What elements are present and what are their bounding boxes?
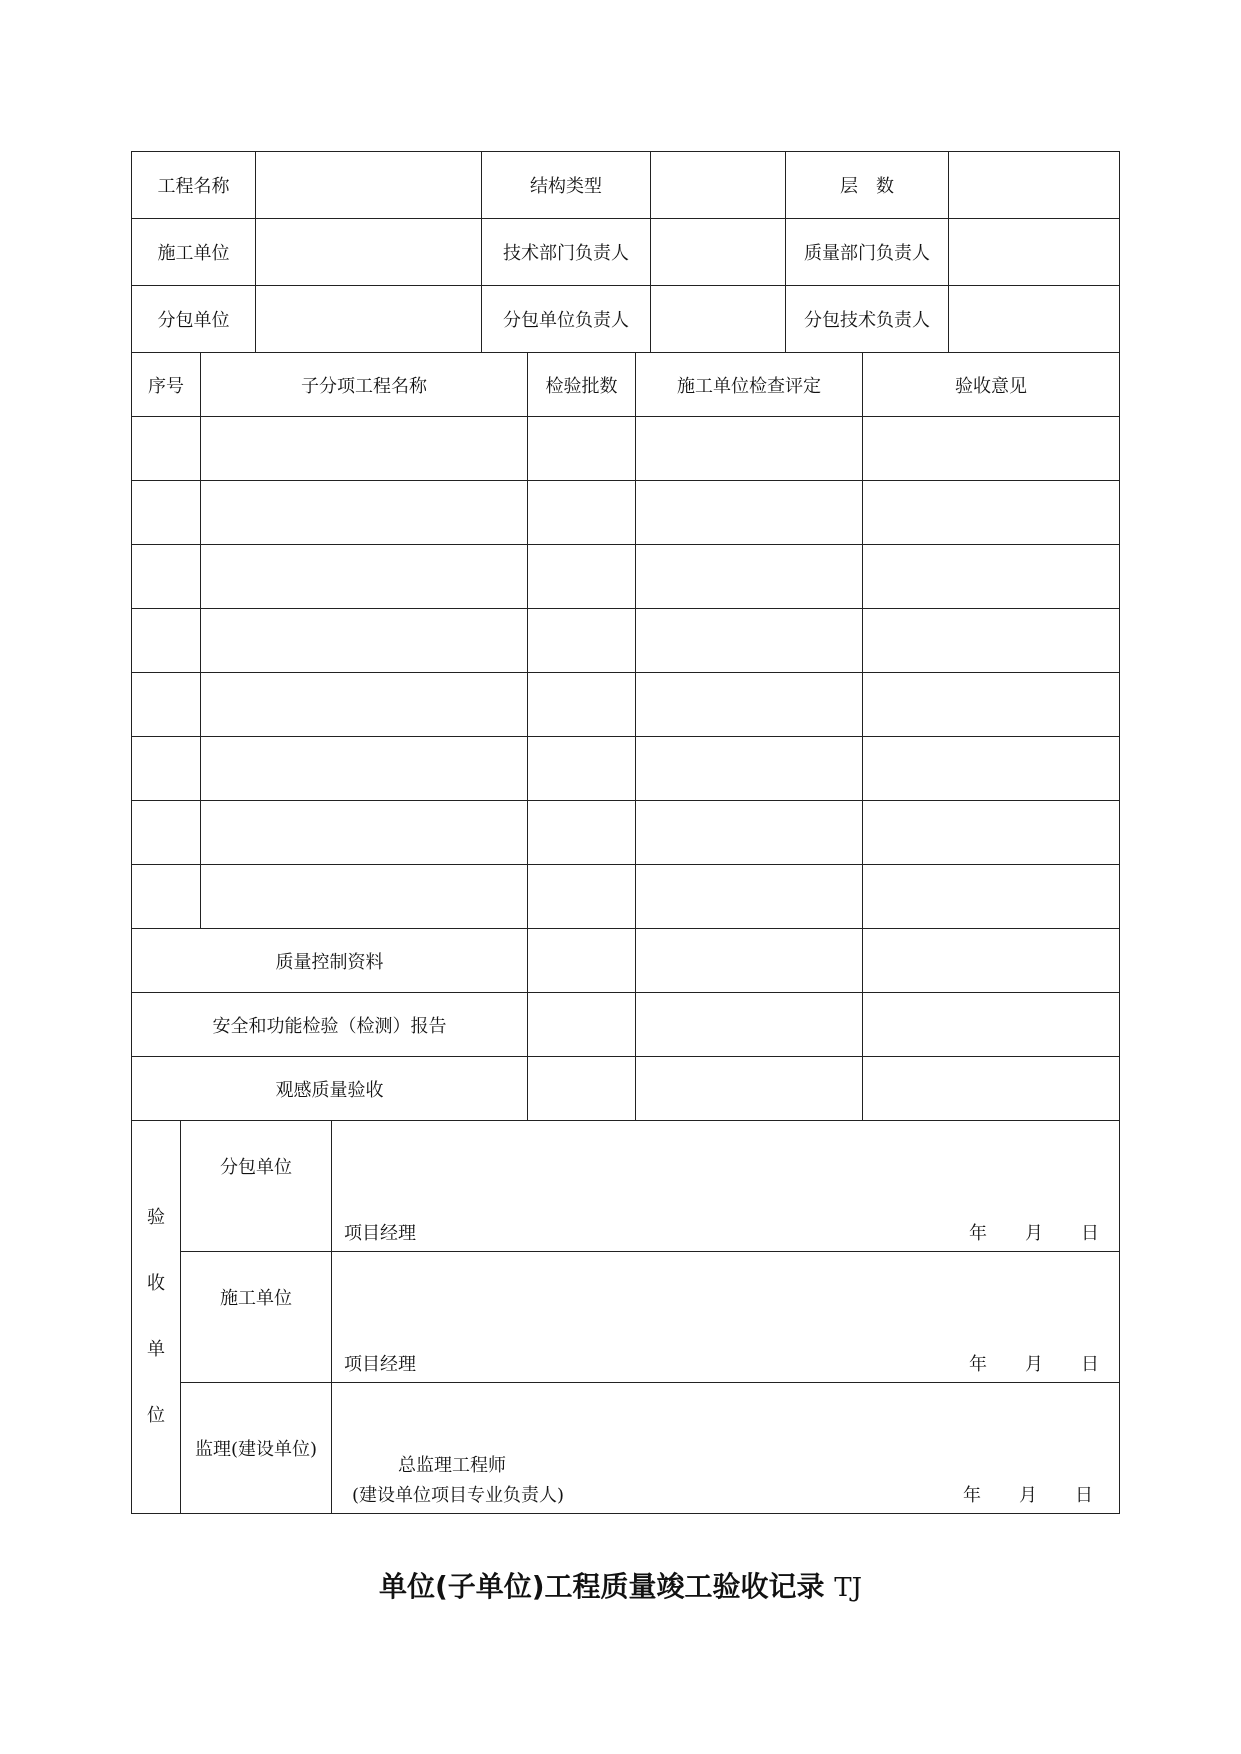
acceptance-form <box>131 151 1119 1514</box>
tech-head-label: 技术部门负责人 <box>482 219 651 286</box>
quality-head-value[interactable] <box>949 219 1120 286</box>
table-cell[interactable] <box>528 545 636 609</box>
vertical-char: 收 <box>147 1273 165 1294</box>
floors-value[interactable] <box>949 152 1120 219</box>
table-cell[interactable] <box>132 865 201 929</box>
year-label: 年 <box>969 1223 987 1244</box>
table-cell[interactable] <box>863 929 1120 993</box>
contractor-unit-label: 施工单位 <box>220 1288 292 1309</box>
table-cell[interactable] <box>636 865 863 929</box>
table-cell[interactable] <box>636 417 863 481</box>
date-field <box>931 1219 1099 1245</box>
day-label: 日 <box>1081 1354 1099 1375</box>
table-cell[interactable] <box>863 801 1120 865</box>
items-table <box>131 352 1120 1121</box>
project-manager-label: 项目经理 <box>344 1354 416 1375</box>
project-manager-label: 项目经理 <box>344 1223 416 1244</box>
table-cell[interactable] <box>132 609 201 673</box>
sub-head-value[interactable] <box>651 286 786 353</box>
table-cell[interactable] <box>528 993 636 1057</box>
tech-head-value[interactable] <box>651 219 786 286</box>
table-cell[interactable] <box>636 673 863 737</box>
contractor-value[interactable] <box>256 219 482 286</box>
table-cell[interactable] <box>132 673 201 737</box>
structure-type-value[interactable] <box>651 152 786 219</box>
table-row <box>132 609 1120 673</box>
signoff-row <box>132 1252 1120 1383</box>
table-row <box>132 737 1120 801</box>
table-cell[interactable] <box>201 417 528 481</box>
items-header-row <box>132 353 1120 417</box>
subcontractor-unit-label: 分包单位 <box>220 1157 292 1178</box>
table-cell[interactable] <box>201 481 528 545</box>
visual-quality-label: 观感质量验收 <box>132 1057 528 1121</box>
table-cell[interactable] <box>636 993 863 1057</box>
month-label: 月 <box>1025 1223 1043 1244</box>
table-cell[interactable] <box>132 417 201 481</box>
signoff-row <box>132 1121 1120 1252</box>
table-cell[interactable] <box>528 865 636 929</box>
supervisor-unit-label: 监理(建设单位) <box>194 1439 318 1460</box>
table-cell[interactable] <box>863 737 1120 801</box>
project-name-label: 工程名称 <box>132 152 256 219</box>
table-row <box>132 481 1120 545</box>
acceptance-units-vertical-label <box>132 1121 181 1514</box>
table-cell[interactable] <box>528 609 636 673</box>
structure-type-label: 结构类型 <box>482 152 651 219</box>
year-label: 年 <box>963 1485 981 1506</box>
project-info-table <box>131 151 1120 353</box>
table-row <box>132 1057 1120 1121</box>
table-row <box>132 993 1120 1057</box>
col-header-seq: 序号 <box>132 353 201 417</box>
subcontractor-unit-cell <box>181 1121 332 1252</box>
col-header-batches: 检验批数 <box>528 353 636 417</box>
chief-supervisor-label: 总监理工程师 <box>398 1455 506 1476</box>
table-cell[interactable] <box>528 801 636 865</box>
table-cell[interactable] <box>528 1057 636 1121</box>
contractor-unit-cell <box>181 1252 332 1383</box>
table-cell[interactable] <box>201 673 528 737</box>
vertical-char: 单 <box>147 1339 165 1360</box>
table-cell[interactable] <box>863 1057 1120 1121</box>
supervisor-signature-cell[interactable] <box>332 1383 1120 1514</box>
table-cell[interactable] <box>201 609 528 673</box>
table-row <box>132 417 1120 481</box>
table-cell[interactable] <box>636 545 863 609</box>
owner-rep-label: (建设单位项目专业负责人) <box>352 1485 565 1506</box>
info-row <box>132 286 1120 353</box>
table-cell[interactable] <box>863 673 1120 737</box>
supervisor-unit-cell <box>181 1383 332 1514</box>
info-row <box>132 219 1120 286</box>
document-title-main: 单位(子单位)工程质量竣工验收记录 <box>378 1570 825 1603</box>
table-cell[interactable] <box>201 865 528 929</box>
signoff-row <box>132 1383 1120 1514</box>
table-cell[interactable] <box>528 737 636 801</box>
table-cell[interactable] <box>528 929 636 993</box>
table-row <box>132 865 1120 929</box>
quality-control-docs-label: 质量控制资料 <box>132 929 528 993</box>
table-cell[interactable] <box>528 481 636 545</box>
table-cell[interactable] <box>636 801 863 865</box>
sub-tech-head-label: 分包技术负责人 <box>786 286 949 353</box>
table-cell[interactable] <box>201 801 528 865</box>
table-cell[interactable] <box>636 481 863 545</box>
date-field <box>931 1350 1099 1376</box>
table-row <box>132 801 1120 865</box>
col-header-evaluation: 施工单位检查评定 <box>636 353 863 417</box>
signoff-table <box>131 1120 1120 1514</box>
quality-head-label: 质量部门负责人 <box>786 219 949 286</box>
table-cell[interactable] <box>863 865 1120 929</box>
floors-label: 层 数 <box>786 152 949 219</box>
table-cell[interactable] <box>863 481 1120 545</box>
table-cell[interactable] <box>201 737 528 801</box>
document-title-suffix: TJ <box>834 1573 863 1603</box>
subcontractor-label: 分包单位 <box>132 286 256 353</box>
month-label: 月 <box>1019 1485 1037 1506</box>
subcontractor-value[interactable] <box>256 286 482 353</box>
table-cell[interactable] <box>132 737 201 801</box>
table-cell[interactable] <box>132 481 201 545</box>
project-name-value[interactable] <box>256 152 482 219</box>
month-label: 月 <box>1025 1354 1043 1375</box>
table-cell[interactable] <box>201 545 528 609</box>
vertical-char: 位 <box>147 1405 165 1426</box>
subcontractor-signature-cell[interactable] <box>332 1121 1120 1252</box>
day-label: 日 <box>1075 1485 1093 1506</box>
table-cell[interactable] <box>636 1057 863 1121</box>
table-cell[interactable] <box>863 609 1120 673</box>
year-label: 年 <box>969 1354 987 1375</box>
table-cell[interactable] <box>636 929 863 993</box>
safety-function-report-label: 安全和功能检验（检测）报告 <box>132 993 528 1057</box>
info-row <box>132 152 1120 219</box>
table-cell[interactable] <box>528 417 636 481</box>
contractor-signature-cell[interactable] <box>332 1252 1120 1383</box>
table-cell[interactable] <box>863 993 1120 1057</box>
table-cell[interactable] <box>132 801 201 865</box>
table-cell[interactable] <box>528 673 636 737</box>
table-row <box>132 673 1120 737</box>
day-label: 日 <box>1081 1223 1099 1244</box>
table-row <box>132 929 1120 993</box>
col-header-opinion: 验收意见 <box>863 353 1120 417</box>
contractor-label: 施工单位 <box>132 219 256 286</box>
table-cell[interactable] <box>863 545 1120 609</box>
vertical-char: 验 <box>147 1207 165 1228</box>
table-cell[interactable] <box>863 417 1120 481</box>
sub-tech-head-value[interactable] <box>949 286 1120 353</box>
table-cell[interactable] <box>636 737 863 801</box>
table-cell[interactable] <box>132 545 201 609</box>
table-row <box>132 545 1120 609</box>
date-field <box>925 1481 1093 1507</box>
sub-head-label: 分包单位负责人 <box>482 286 651 353</box>
table-cell[interactable] <box>636 609 863 673</box>
document-title <box>0 1565 1241 1605</box>
col-header-name: 子分项工程名称 <box>201 353 528 417</box>
